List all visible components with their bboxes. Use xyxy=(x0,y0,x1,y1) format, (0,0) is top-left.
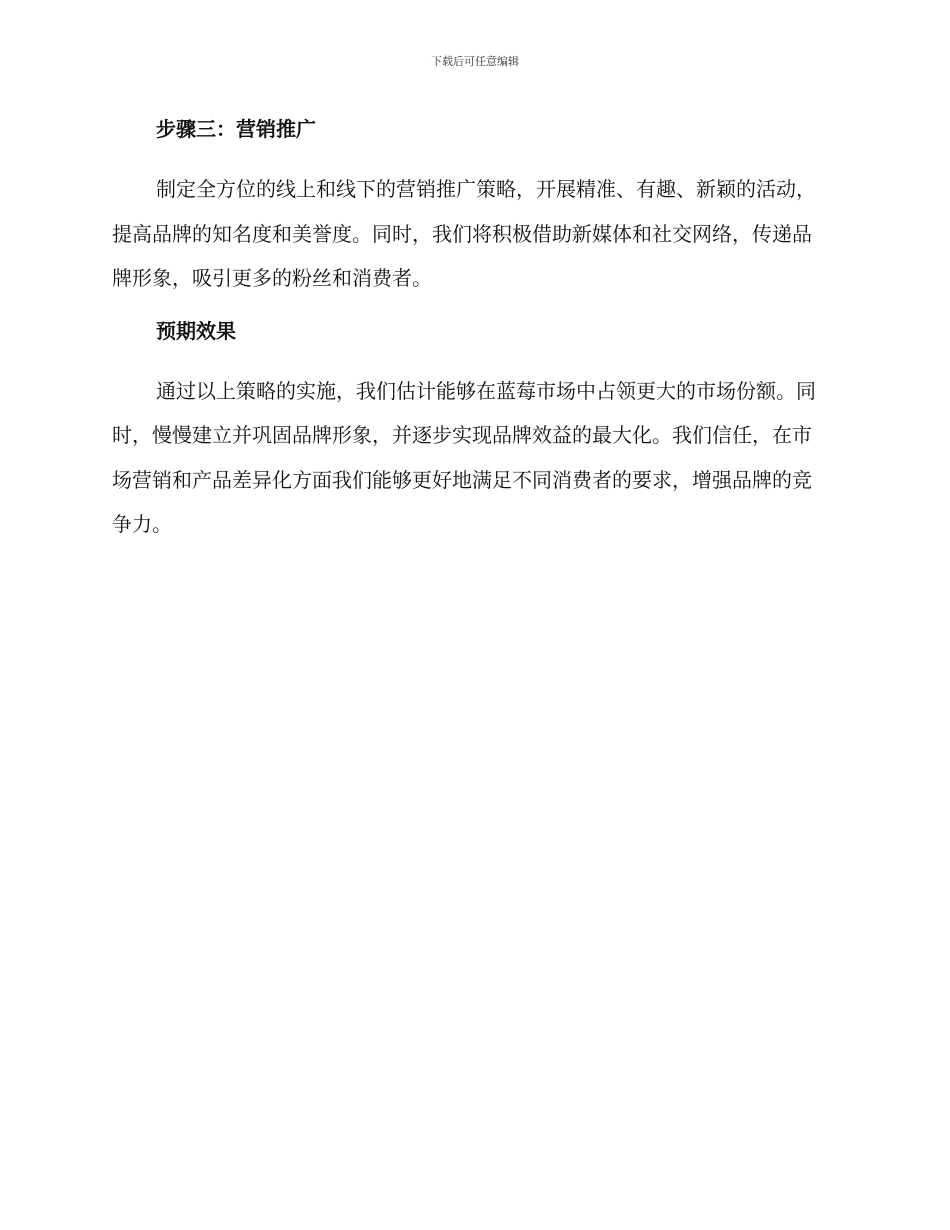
section-paragraph-expected-results: 通过以上策略的实施，我们估计能够在蓝莓市场中占领更大的市场份额。同时，慢慢建立并巩固品牌形象，并逐步实现品牌效益的最大化。我们信任，在市场营销和产品差异化方面我们能够更好地满足不同消费者的要求，增强品牌的竞争力。 xyxy=(112,378,816,536)
section-heading-expected-results: 预期效果 xyxy=(156,318,236,343)
page-header: 下载后可任意编辑 xyxy=(431,55,519,68)
section-paragraph-marketing: 制定全方位的线上和线下的营销推广策略，开展精准、有趣、新颖的活动，提高品牌的知名度和美誉度。同时，我们将积极借助新媒体和社交网络，传递品牌形象，吸引更多的粉丝和消费者。 xyxy=(112,177,816,290)
document-body xyxy=(112,112,830,547)
section-heading-marketing: 步骤三：营销推广 xyxy=(156,117,316,141)
